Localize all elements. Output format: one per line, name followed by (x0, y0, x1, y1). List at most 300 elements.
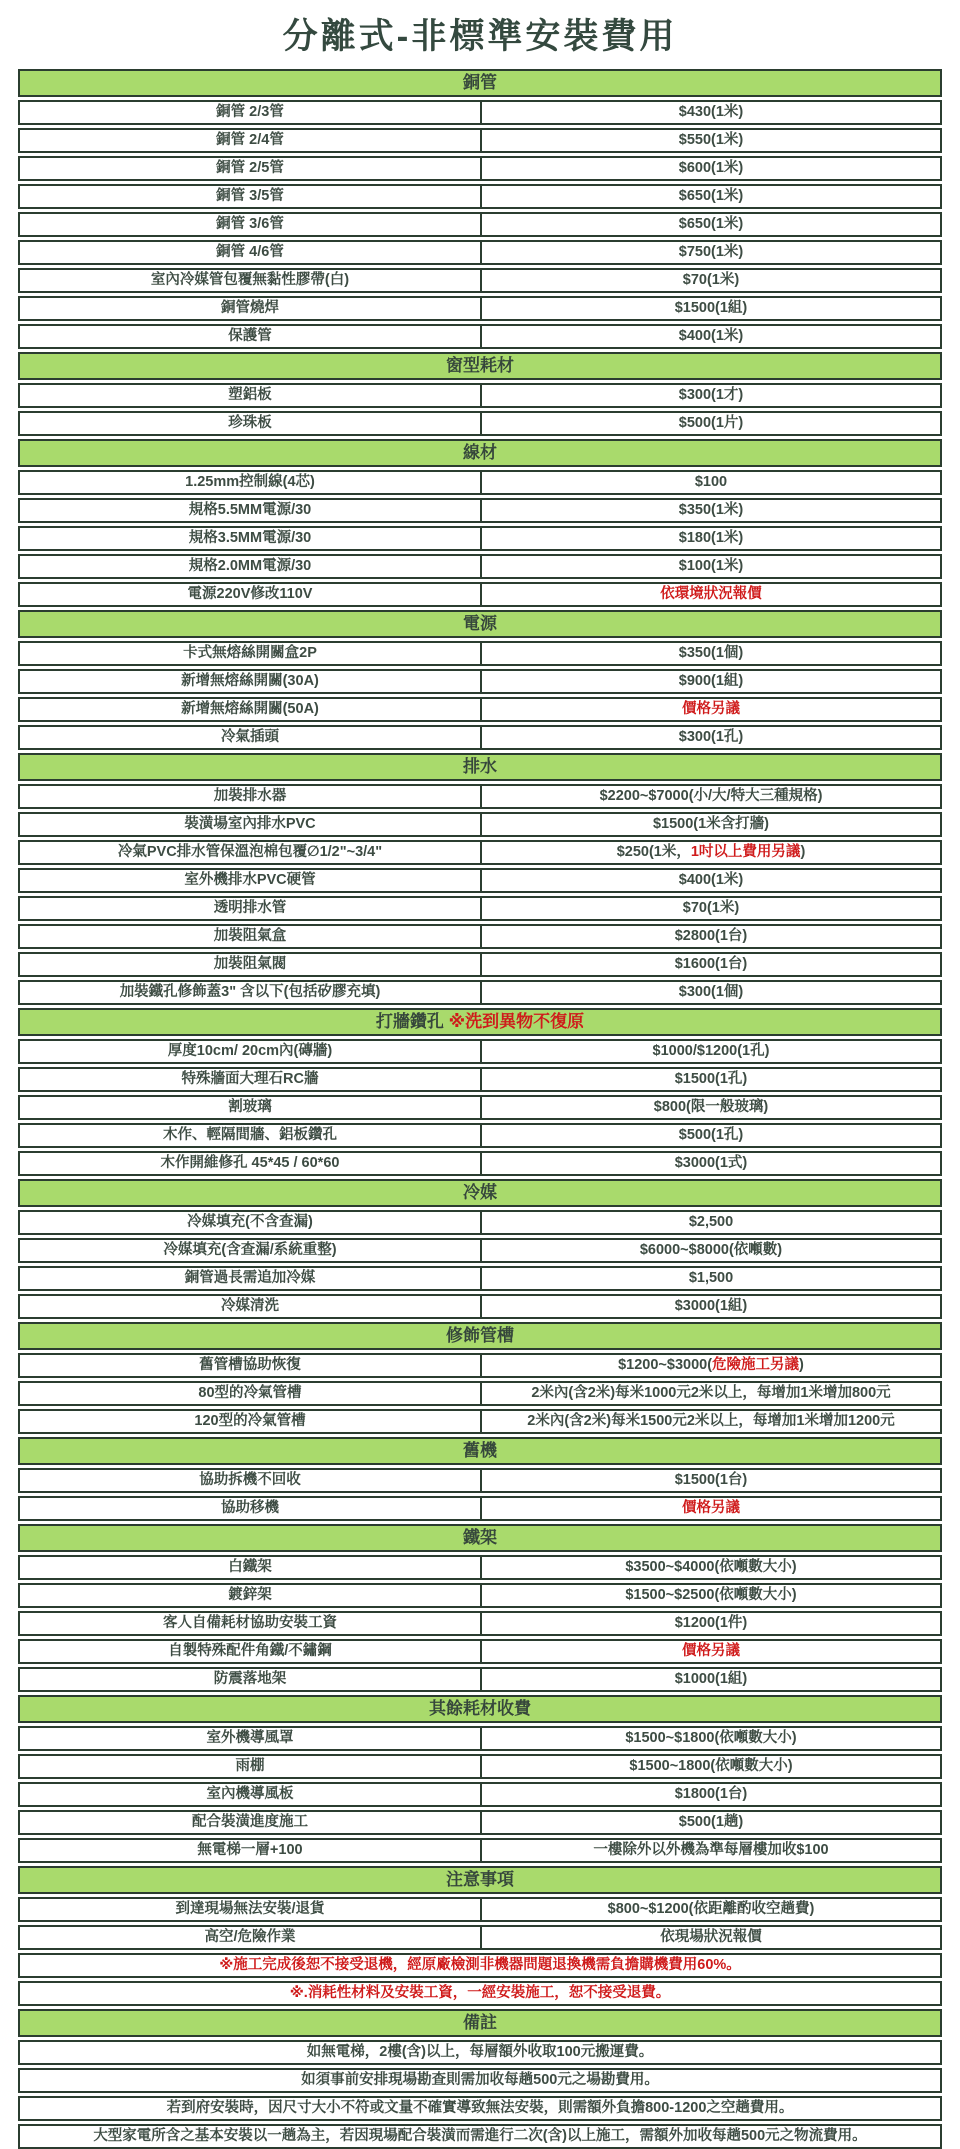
price-cell (480, 186, 940, 207)
item-cell (20, 1728, 480, 1749)
item-text: 規格3.5MM電源/30 (188, 530, 312, 546)
item-text: 白鐵架 (228, 1559, 272, 1575)
item-cell (20, 158, 480, 179)
item-cell (20, 584, 480, 605)
price-text: $2800(1台) (674, 928, 748, 944)
section-header (18, 753, 942, 781)
price-text: $1500~$1800(依噸數大小) (625, 1730, 797, 1746)
item-cell (20, 102, 480, 123)
price-text: ) (799, 1357, 804, 1373)
table-row (18, 582, 942, 607)
price-cell (480, 842, 940, 863)
item-text: 木作開維修孔 45*45 / 60*60 (160, 1155, 340, 1171)
item-cell (20, 472, 480, 493)
item-cell (20, 1240, 480, 1261)
section-header-label: 其餘耗材收費 (429, 1699, 531, 1718)
item-cell (20, 1212, 480, 1233)
item-cell (20, 1498, 480, 1519)
price-cell (480, 1470, 940, 1491)
price-cell (480, 385, 940, 406)
item-text: 無電梯一層+100 (197, 1842, 303, 1858)
item-cell (20, 326, 480, 347)
note-text: 如無電梯，2樓(含)以上，每層額外收取100元搬運費。 (306, 2044, 654, 2060)
section-header-label: 銅管 (463, 73, 497, 92)
price-text: $650(1米) (678, 188, 744, 204)
section-header-label: 舊機 (463, 1441, 497, 1460)
item-cell (20, 1355, 480, 1376)
price-text: $350(1米) (678, 502, 744, 518)
price-cell (480, 556, 940, 577)
section-header-label: 冷媒 (463, 1183, 497, 1202)
item-cell (20, 898, 480, 919)
item-text: 協助移機 (221, 1500, 279, 1516)
price-text: $6000~$8000(依噸數) (639, 1242, 783, 1258)
price-cell (480, 1728, 940, 1749)
item-text: 冷媒填充(含查漏/系統重整) (163, 1242, 337, 1258)
table-row (18, 812, 942, 837)
item-text: 客人自備耗材協助安裝工資 (163, 1615, 337, 1631)
price-text: $800(限一般玻璃) (653, 1099, 769, 1115)
section-header (18, 1179, 942, 1207)
price-cell (480, 1411, 940, 1432)
section-header-label: 注意事項 (446, 1870, 514, 1889)
price-cell (480, 898, 940, 919)
section-header-label: 打牆鑽孔 (375, 1012, 449, 1031)
item-cell (20, 270, 480, 291)
item-cell (20, 1069, 480, 1090)
price-cell (480, 1097, 940, 1118)
item-text: 割玻璃 (228, 1099, 272, 1115)
price-text: $1200~$3000( (618, 1357, 713, 1373)
note-row (18, 2124, 942, 2149)
table-row (18, 212, 942, 237)
table-row (18, 1639, 942, 1664)
price-text: $900(1組) (678, 673, 744, 689)
table-row (18, 669, 942, 694)
price-cell (480, 413, 940, 434)
price-text: $2200~$7000(小/大/特大三種規格) (599, 788, 823, 804)
section-header-label: 窗型耗材 (446, 356, 514, 375)
price-cell (480, 130, 940, 151)
table-row (18, 980, 942, 1005)
item-text: 冷氣PVC排水管保溫泡棉包覆∅1/2"~3/4" (117, 844, 383, 860)
price-text: $300(1才) (678, 387, 744, 403)
note-text-red: ※.消耗性材料及安裝工資，一經安裝施工，恕不接受退費。 (289, 1985, 671, 2001)
note-row (18, 1953, 942, 1978)
section-header (18, 1008, 942, 1036)
price-text: 依現場狀況報價 (660, 1929, 762, 1945)
item-cell (20, 186, 480, 207)
table-row (18, 896, 942, 921)
item-text: 特殊牆面大理石RC牆 (181, 1071, 319, 1087)
price-text: $3000(1組) (674, 1298, 748, 1314)
item-text: 銅管 3/6管 (216, 216, 284, 232)
item-text: 規格5.5MM電源/30 (188, 502, 312, 518)
item-text: 1.25mm控制線(4芯) (185, 474, 315, 490)
item-text: 銅管 2/3管 (216, 104, 284, 120)
item-cell (20, 1927, 480, 1948)
price-text: $600(1米) (678, 160, 744, 176)
price-cell (480, 1784, 940, 1805)
price-cell (480, 926, 940, 947)
item-cell (20, 1641, 480, 1662)
price-cell (480, 982, 940, 1003)
price-cell (480, 1557, 940, 1578)
table-row (18, 1897, 942, 1922)
price-cell (480, 1927, 940, 1948)
item-cell (20, 1383, 480, 1404)
item-text: 厚度10cm/ 20cm內(磚牆) (167, 1043, 333, 1059)
price-text-red: 價格另議 (682, 701, 740, 717)
price-cell (480, 584, 940, 605)
price-cell (480, 954, 940, 975)
price-cell (480, 1812, 940, 1833)
item-text: 冷媒清洗 (221, 1298, 279, 1314)
price-text: $100(1米) (678, 558, 744, 574)
price-text-red: 價格另議 (682, 1500, 740, 1516)
item-cell (20, 298, 480, 319)
section-header-label: 排水 (463, 757, 497, 776)
item-text: 到達現場無法安裝/退貨 (175, 1901, 325, 1917)
price-text: $1500~1800(依噸數大小) (629, 1758, 793, 1774)
item-text: 新增無熔絲開關(30A) (181, 673, 319, 689)
item-text: 銅管 2/5管 (216, 160, 284, 176)
section-header (18, 439, 942, 467)
item-cell (20, 727, 480, 748)
price-cell (480, 1613, 940, 1634)
table-row (18, 1838, 942, 1863)
price-text: $1500(1米含打牆) (652, 816, 770, 832)
price-cell (480, 528, 940, 549)
price-text: 2米內(含2米)每米1500元2米以上，每增加1米增加1200元 (527, 1413, 895, 1429)
section-header (18, 2009, 942, 2037)
price-text: $750(1米) (678, 244, 744, 260)
section-header (18, 610, 942, 638)
price-text: $1500~$2500(依噸數大小) (625, 1587, 797, 1603)
item-cell (20, 1041, 480, 1062)
price-text-red: 危險施工另議 (712, 1357, 800, 1373)
item-text: 室外機導風罩 (206, 1730, 294, 1746)
price-text: $1200(1件) (674, 1615, 748, 1631)
price-cell (480, 1296, 940, 1317)
item-cell (20, 556, 480, 577)
item-text: 防震落地架 (213, 1671, 287, 1687)
item-cell (20, 1153, 480, 1174)
table-row (18, 1238, 942, 1263)
price-cell (480, 298, 940, 319)
table-row (18, 1611, 942, 1636)
table-row (18, 1095, 942, 1120)
price-cell (480, 1153, 940, 1174)
table-row (18, 1294, 942, 1319)
item-text: 新增無熔絲開關(50A) (181, 701, 319, 717)
price-cell (480, 699, 940, 720)
item-text: 鍍鋅架 (228, 1587, 272, 1603)
item-cell (20, 528, 480, 549)
table-row (18, 1067, 942, 1092)
price-cell (480, 643, 940, 664)
table-row (18, 470, 942, 495)
item-cell (20, 385, 480, 406)
table-row (18, 840, 942, 865)
item-cell (20, 926, 480, 947)
price-cell (480, 102, 940, 123)
item-cell (20, 242, 480, 263)
table-row (18, 1210, 942, 1235)
price-cell (480, 242, 940, 263)
item-text: 銅管 3/5管 (216, 188, 284, 204)
section-header (18, 1322, 942, 1350)
price-text-red: 價格另議 (682, 1643, 740, 1659)
table-row (18, 554, 942, 579)
item-text: 銅管 2/4管 (216, 132, 284, 148)
page-title: 分離式-非標準安裝費用 (282, 17, 678, 56)
table-row (18, 924, 942, 949)
table-row (18, 383, 942, 408)
item-cell (20, 982, 480, 1003)
price-text: $350(1個) (678, 645, 744, 661)
item-cell (20, 699, 480, 720)
item-text: 電源220V修改110V (187, 586, 313, 602)
price-text: $3500~$4000(依噸數大小) (625, 1559, 797, 1575)
price-text: ) (800, 844, 806, 860)
price-cell (480, 1585, 940, 1606)
section-header-label: 備註 (463, 2013, 497, 2032)
table-row (18, 784, 942, 809)
table-row (18, 156, 942, 181)
table-row (18, 1123, 942, 1148)
item-cell (20, 1296, 480, 1317)
table-row (18, 1782, 942, 1807)
price-cell (480, 270, 940, 291)
item-cell (20, 1840, 480, 1861)
item-cell (20, 1756, 480, 1777)
table-row (18, 498, 942, 523)
table-row (18, 1667, 942, 1692)
item-cell (20, 1411, 480, 1432)
section-header (18, 352, 942, 380)
item-text: 銅管 4/6管 (216, 244, 284, 260)
table-row (18, 1810, 942, 1835)
item-cell (20, 1784, 480, 1805)
table-row (18, 725, 942, 750)
price-text: $180(1米) (678, 530, 744, 546)
price-text: 2米內(含2米)每米1000元2米以上，每增加1米增加800元 (531, 1385, 891, 1401)
table-row (18, 1353, 942, 1378)
section-header (18, 1866, 942, 1894)
table-row (18, 324, 942, 349)
table-row (18, 1266, 942, 1291)
price-cell (480, 326, 940, 347)
item-text: 銅管燒焊 (221, 300, 279, 316)
item-cell (20, 870, 480, 891)
item-text: 冷氣插頭 (221, 729, 279, 745)
table-row (18, 1151, 942, 1176)
note-text: 如須事前安排現場勘查則需加收每趟500元之場勘費用。 (301, 2072, 659, 2088)
price-cell (480, 870, 940, 891)
item-cell (20, 1097, 480, 1118)
price-cell (480, 1041, 940, 1062)
item-cell (20, 671, 480, 692)
table-row (18, 296, 942, 321)
price-text: $1800(1台) (674, 1786, 748, 1802)
item-cell (20, 954, 480, 975)
section-header (18, 69, 942, 97)
table-row (18, 1754, 942, 1779)
note-cell (20, 2070, 940, 2091)
item-text: 加裝阻氣盒 (213, 928, 287, 944)
section-header (18, 1437, 942, 1465)
note-text: 大型家電所含之基本安裝以一趟為主，若因現場配合裝潢而需進行二次(含)以上施工，需額外加收每趟500元之物流費用。 (93, 2128, 867, 2144)
price-text: $100 (694, 474, 728, 490)
table-row (18, 184, 942, 209)
item-cell (20, 1557, 480, 1578)
table-row (18, 1468, 942, 1493)
price-text: $2,500 (688, 1214, 734, 1230)
note-cell (20, 2098, 940, 2119)
table-row (18, 1583, 942, 1608)
price-text: $3000(1式) (674, 1155, 748, 1171)
price-cell (480, 814, 940, 835)
price-cell (480, 158, 940, 179)
note-row (18, 2068, 942, 2093)
item-text: 裝潢場室內排水PVC (184, 816, 316, 832)
price-cell (480, 1498, 940, 1519)
price-text: $250(1米， (616, 844, 691, 860)
price-cell (480, 671, 940, 692)
price-text: $500(1片) (678, 415, 744, 431)
price-cell (480, 1899, 940, 1920)
table-row (18, 100, 942, 125)
item-text: 銅管過長需追加冷媒 (184, 1270, 316, 1286)
price-text: $1500(1孔) (674, 1071, 748, 1087)
item-text: 冷媒填充(不含查漏) (187, 1214, 313, 1230)
price-cell (480, 1069, 940, 1090)
note-row (18, 1981, 942, 2006)
item-text: 加裝阻氣閥 (213, 956, 287, 972)
price-text: $1000(1組) (674, 1671, 748, 1687)
price-text: $1000/$1200(1孔) (652, 1043, 770, 1059)
price-cell (480, 786, 940, 807)
table-row (18, 128, 942, 153)
price-text: $500(1孔) (678, 1127, 744, 1143)
note-cell (20, 1955, 940, 1976)
price-text: $650(1米) (678, 216, 744, 232)
item-cell (20, 214, 480, 235)
price-cell (480, 1756, 940, 1777)
item-text: 室內冷媒管包覆無黏性膠帶(白) (150, 272, 350, 288)
table-row (18, 411, 942, 436)
item-cell (20, 1585, 480, 1606)
item-text: 室外機排水PVC硬管 (184, 872, 316, 888)
price-cell (480, 1383, 940, 1404)
table-row (18, 697, 942, 722)
item-cell (20, 1613, 480, 1634)
table-row (18, 1381, 942, 1406)
item-cell (20, 1899, 480, 1920)
item-cell (20, 1470, 480, 1491)
item-text: 協助拆機不回收 (199, 1472, 301, 1488)
section-header (18, 1695, 942, 1723)
item-text: 雨棚 (235, 1758, 265, 1774)
note-cell (20, 1983, 940, 2004)
table-row (18, 268, 942, 293)
item-text: 規格2.0MM電源/30 (188, 558, 312, 574)
item-text: 卡式無熔絲開關盒2P (183, 645, 317, 661)
item-text: 塑鋁板 (228, 387, 272, 403)
fee-table (18, 69, 942, 2149)
price-cell (480, 1212, 940, 1233)
table-row (18, 1496, 942, 1521)
table-row (18, 952, 942, 977)
section-header-label: 電源 (463, 614, 497, 633)
item-cell (20, 786, 480, 807)
price-text: $500(1趟) (678, 1814, 744, 1830)
note-cell (20, 2042, 940, 2063)
item-cell (20, 1812, 480, 1833)
price-text: $1,500 (688, 1270, 734, 1286)
item-text: 透明排水管 (213, 900, 287, 916)
item-text: 自製特殊配件角鐵/不鏽鋼 (168, 1643, 332, 1659)
price-text: $1600(1台) (674, 956, 748, 972)
price-text-red: 依環境狀況報價 (660, 586, 762, 602)
price-text: $70(1米) (682, 900, 740, 916)
item-text: 加裝排水器 (213, 788, 287, 804)
price-text: $1500(1組) (674, 300, 748, 316)
price-cell (480, 1641, 940, 1662)
section-header (18, 1524, 942, 1552)
item-text: 舊管槽協助恢復 (199, 1357, 301, 1373)
price-text: $70(1米) (682, 272, 740, 288)
price-text: $550(1米) (678, 132, 744, 148)
price-text: $400(1米) (678, 328, 744, 344)
item-cell (20, 130, 480, 151)
item-cell (20, 814, 480, 835)
price-cell (480, 500, 940, 521)
table-row (18, 1555, 942, 1580)
item-text: 120型的冷氣管槽 (194, 1413, 306, 1429)
item-cell (20, 500, 480, 521)
item-text: 高空/危險作業 (204, 1929, 296, 1945)
price-text-red: 1吋以上費用另議 (690, 844, 801, 860)
table-row (18, 1925, 942, 1950)
item-cell (20, 643, 480, 664)
price-text: $430(1米) (678, 104, 744, 120)
item-cell (20, 1268, 480, 1289)
price-cell (480, 1268, 940, 1289)
item-text: 室內機導風板 (206, 1786, 294, 1802)
note-text: 若到府安裝時，因尺寸大小不符或文量不確實導致無法安裝，則需額外負擔800-1200之空趟費用。 (166, 2100, 794, 2116)
table-row (18, 1039, 942, 1064)
price-text: $1500(1台) (674, 1472, 748, 1488)
price-cell (480, 1669, 940, 1690)
item-cell (20, 1125, 480, 1146)
table-row (18, 1726, 942, 1751)
note-cell (20, 2126, 940, 2147)
price-cell (480, 1840, 940, 1861)
price-cell (480, 1240, 940, 1261)
section-header-label: 修飾管槽 (446, 1326, 514, 1345)
table-row (18, 1409, 942, 1434)
table-row (18, 240, 942, 265)
section-header-label: 鐵架 (463, 1528, 497, 1547)
item-text: 珍珠板 (228, 415, 272, 431)
note-row (18, 2040, 942, 2065)
price-cell (480, 214, 940, 235)
table-row (18, 526, 942, 551)
table-row (18, 868, 942, 893)
price-cell (480, 1355, 940, 1376)
